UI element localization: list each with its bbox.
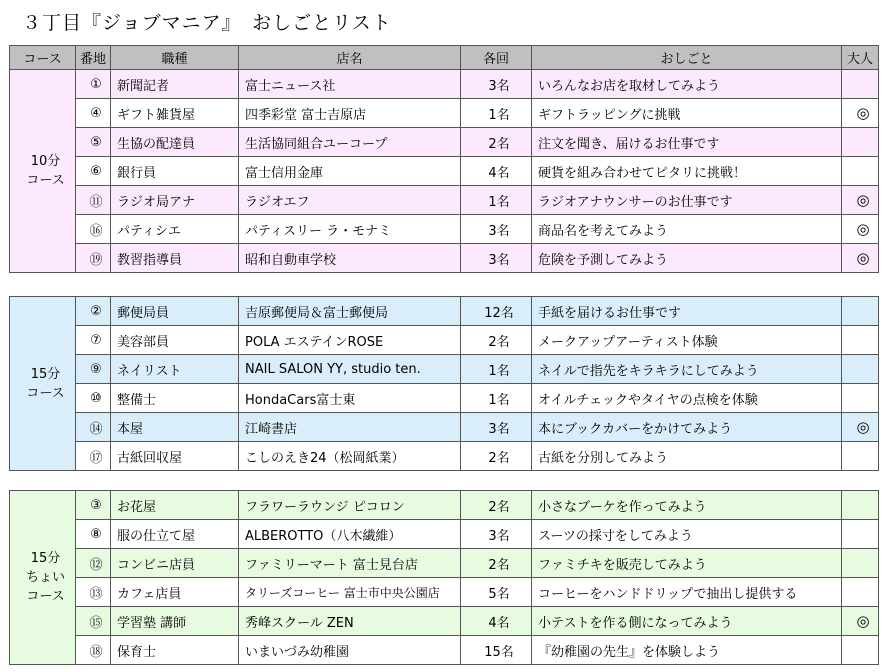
job-name: 保育士 <box>111 636 239 665</box>
job-name: 服の仕立て屋 <box>111 520 239 549</box>
header-course: コース <box>10 46 76 70</box>
course-cell <box>10 297 76 471</box>
job-name: 学習塾 講師 <box>111 607 239 636</box>
adult-mark <box>842 636 879 665</box>
course-label-line: コース <box>26 385 65 401</box>
address-number: ⑪ <box>76 186 111 215</box>
adult-mark <box>842 520 879 549</box>
shop-name: いまいづみ幼稚園 <box>239 636 461 665</box>
shop-name: ファミリーマート 富士見台店 <box>239 549 461 578</box>
work-description: 商品名を考えてみよう <box>532 215 842 244</box>
course-label-line: 15分 <box>30 551 61 566</box>
adult-mark: ◎ <box>842 607 879 636</box>
capacity: 1名 <box>461 99 532 128</box>
course-label-line: コース <box>26 589 65 604</box>
capacity: 12名 <box>461 297 532 326</box>
capacity: 2名 <box>461 326 532 355</box>
header-count: 各回 <box>461 46 532 70</box>
work-description: 古紙を分別してみよう <box>532 442 842 471</box>
address-number: ⑲ <box>76 244 111 273</box>
address-number: ⑯ <box>76 215 111 244</box>
work-description: いろんなお店を取材してみよう <box>532 70 842 99</box>
capacity: 3名 <box>461 70 532 99</box>
work-description: コーヒーをハンドドリップで抽出し提供する <box>532 578 842 607</box>
address-number: ⑧ <box>76 520 111 549</box>
header-num: 番地 <box>76 46 111 70</box>
job-name: ラジオ局アナ <box>111 186 239 215</box>
address-number: ⑫ <box>76 549 111 578</box>
capacity: 3名 <box>461 413 532 442</box>
job-table-10min <box>9 45 879 273</box>
table-row <box>10 491 879 520</box>
job-name: 生協の配達員 <box>111 128 239 157</box>
address-number: ⑭ <box>76 413 111 442</box>
adult-mark: ◎ <box>842 186 879 215</box>
shop-name: フラワーラウンジ ピコロン <box>239 491 461 520</box>
course-cell <box>10 70 76 273</box>
shop-name: 四季彩堂 富士吉原店 <box>239 99 461 128</box>
job-name: 美容部員 <box>111 326 239 355</box>
job-table-15min-plus <box>9 490 879 665</box>
capacity: 1名 <box>461 355 532 384</box>
adult-mark: ◎ <box>842 413 879 442</box>
work-description: ネイルで指先をキラキラにしてみよう <box>532 355 842 384</box>
shop-name: タリーズコーヒー 富士市中央公園店 <box>239 578 461 607</box>
capacity: 5名 <box>461 578 532 607</box>
capacity: 4名 <box>461 157 532 186</box>
table-row <box>10 157 879 186</box>
table-row <box>10 520 879 549</box>
capacity: 2名 <box>461 549 532 578</box>
address-number: ⑱ <box>76 636 111 665</box>
work-description: 本にブックカバーをかけてみよう <box>532 413 842 442</box>
work-description: 『幼稚園の先生』を体験しよう <box>532 636 842 665</box>
job-name: ギフト雑貨屋 <box>111 99 239 128</box>
adult-mark: ◎ <box>842 99 879 128</box>
capacity: 1名 <box>461 384 532 413</box>
job-name: コンビニ店員 <box>111 549 239 578</box>
adult-mark: ◎ <box>842 215 879 244</box>
work-description: 小テストを作る側になってみよう <box>532 607 842 636</box>
adult-mark <box>842 355 879 384</box>
address-number: ④ <box>76 99 111 128</box>
shop-name: 秀峰スクール ZEN <box>239 607 461 636</box>
address-number: ① <box>76 70 111 99</box>
capacity: 3名 <box>461 520 532 549</box>
work-description: 小さなブーケを作ってみよう <box>532 491 842 520</box>
table-row <box>10 70 879 99</box>
adult-mark <box>842 297 879 326</box>
adult-mark <box>842 128 879 157</box>
course-label-line: 15分 <box>30 366 61 382</box>
work-description: オイルチェックやタイヤの点検を体験 <box>532 384 842 413</box>
work-description: ラジオアナウンサーのお仕事です <box>532 186 842 215</box>
table-row <box>10 355 879 384</box>
capacity: 15名 <box>461 636 532 665</box>
work-description: スーツの採寸をしてみよう <box>532 520 842 549</box>
work-description: 注文を聞き、届けるお仕事です <box>532 128 842 157</box>
header-job: 職種 <box>111 46 239 70</box>
adult-mark <box>842 384 879 413</box>
course-label-line: 10分 <box>30 154 61 169</box>
adult-mark <box>842 491 879 520</box>
table-row <box>10 244 879 273</box>
adult-mark <box>842 70 879 99</box>
capacity: 2名 <box>461 491 532 520</box>
capacity: 4名 <box>461 607 532 636</box>
shop-name: こしのえき24（松岡紙業） <box>239 442 461 471</box>
address-number: ⑬ <box>76 578 111 607</box>
address-number: ② <box>76 297 111 326</box>
capacity: 3名 <box>461 244 532 273</box>
shop-name: 生活協同組合ユーコープ <box>239 128 461 157</box>
job-name: 整備士 <box>111 384 239 413</box>
job-name: 古紙回収屋 <box>111 442 239 471</box>
job-name: 銀行員 <box>111 157 239 186</box>
adult-mark <box>842 549 879 578</box>
shop-name: HondaCars富士東 <box>239 384 461 413</box>
table-row <box>10 636 879 665</box>
job-name: カフェ店員 <box>111 578 239 607</box>
address-number: ⑥ <box>76 157 111 186</box>
job-name: お花屋 <box>111 491 239 520</box>
shop-name: 昭和自動車学校 <box>239 244 461 273</box>
address-number: ⑩ <box>76 384 111 413</box>
work-description: ギフトラッピングに挑戦 <box>532 99 842 128</box>
header-work: おしごと <box>532 46 842 70</box>
adult-mark <box>842 326 879 355</box>
shop-name: ラジオエフ <box>239 186 461 215</box>
shop-name: パティスリー ラ・モナミ <box>239 215 461 244</box>
table-row <box>10 442 879 471</box>
adult-mark: ◎ <box>842 244 879 273</box>
shop-name: ALBEROTTO（八木繊維） <box>239 520 461 549</box>
address-number: ⑮ <box>76 607 111 636</box>
job-table-15min <box>9 296 879 471</box>
table-row <box>10 549 879 578</box>
work-description: 手紙を届けるお仕事です <box>532 297 842 326</box>
work-description: ファミチキを販売してみよう <box>532 549 842 578</box>
job-name: 教習指導員 <box>111 244 239 273</box>
work-description: 硬貨を組み合わせてピタリに挑戦！ <box>532 157 842 186</box>
page-title: ３丁目『ジョブマニア』 おしごとリスト <box>22 12 392 34</box>
course-label-line: コース <box>26 173 65 188</box>
address-number: ⑤ <box>76 128 111 157</box>
header-adult: 大人 <box>842 46 879 70</box>
address-number: ⑨ <box>76 355 111 384</box>
table-row <box>10 99 879 128</box>
shop-name: 富士信用金庫 <box>239 157 461 186</box>
job-name: 本屋 <box>111 413 239 442</box>
header-shop: 店名 <box>239 46 461 70</box>
table-row <box>10 326 879 355</box>
table-row <box>10 215 879 244</box>
adult-mark <box>842 578 879 607</box>
work-description: 危険を予測してみよう <box>532 244 842 273</box>
capacity: 2名 <box>461 128 532 157</box>
address-number: ③ <box>76 491 111 520</box>
shop-name: 江崎書店 <box>239 413 461 442</box>
job-name: ネイリスト <box>111 355 239 384</box>
shop-name: NAIL SALON YY, studio ten. <box>239 355 461 384</box>
course-cell <box>10 491 76 665</box>
work-description: メークアップアーティスト体験 <box>532 326 842 355</box>
job-name: 郵便局員 <box>111 297 239 326</box>
job-name: パティシエ <box>111 215 239 244</box>
table-row <box>10 128 879 157</box>
adult-mark <box>842 442 879 471</box>
capacity: 3名 <box>461 215 532 244</box>
address-number: ⑦ <box>76 326 111 355</box>
table-row <box>10 578 879 607</box>
job-name: 新聞記者 <box>111 70 239 99</box>
table-row <box>10 186 879 215</box>
header-row <box>10 46 879 70</box>
shop-name: 富士ニュース社 <box>239 70 461 99</box>
table-row <box>10 413 879 442</box>
course-label-line: ちょい <box>25 570 65 585</box>
capacity: 1名 <box>461 186 532 215</box>
shop-name: 吉原郵便局＆富士郵便局 <box>239 297 461 326</box>
table-row <box>10 297 879 326</box>
table-row <box>10 607 879 636</box>
table-row <box>10 384 879 413</box>
adult-mark <box>842 157 879 186</box>
capacity: 2名 <box>461 442 532 471</box>
shop-name: POLA エステインROSE <box>239 326 461 355</box>
address-number: ⑰ <box>76 442 111 471</box>
